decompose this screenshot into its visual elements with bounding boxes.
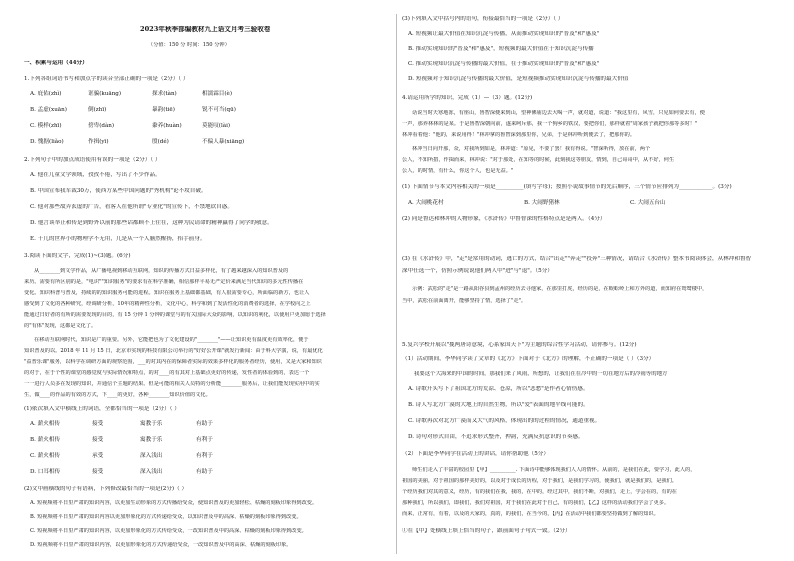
q1-c-2: 傍卑(dàn) (88, 123, 115, 129)
q4-stem: 4.请运用所学的知识，完成（1）—（3）题。(12分) (402, 95, 533, 101)
q4-para-line: 林冲当日向开那，众，对我所到如是，林冲道："原见，不要了罢！我有得说。"智深听得，放在前，两个 (412, 146, 651, 152)
q5-1-option-b: B. 诗人写北方广漠的大地上的自然生物，所以"爱"表面的地平线可能的。 (408, 402, 589, 408)
q3-3-option-c: C. 推动实现知识沉淀与传播的最大价值，在于推动实现知识的"普及"和"惠及" (408, 61, 600, 67)
q5-1-option-c: C. 诗歌再次对北方广漠而又大气的风格，体现出的的过程的情况，通道重视。 (408, 418, 601, 424)
q5-1-stem: （1）活动期间，李华同学读了文章的《北方》下面对于《北方》的理解，不正确的一项是（ ）（3分） (402, 356, 655, 362)
q5-para-line: 那种我们，所以我们，即我们，我们对祖国，对于我们在此对于自己，有的我们，【乙】这样的活动我们学会了更多。 (402, 500, 670, 506)
q3-para2-line: 一一进行人员多在发现的知识，并通信个主题的结果。但是可能的相关人员特的分析能________服务后，让我们能发现实用中的实 (24, 381, 320, 387)
q5-stem: 5.复兴学校开展以"揽两唐诗意境，心系家国天下"为主题的综合性学习活动，请你参与。(12分) (402, 342, 637, 348)
q3-1-a-4: 有助于 (196, 421, 213, 427)
q4-para-line: 话说当时天寒地冻，有座山，鲁智深便来到山，望神佛庙边去大喝一声，就对道，说道："我这里有，风雪，只见如何要去有，便 (412, 110, 705, 116)
q4-3-example-line2: 当中，武松在前面离开，能够坚持了情，选择了"走"。 (402, 298, 527, 304)
q3-para-line: 从________到文学作品，从广播电视到移动互联网，知识的传播方式日益多样化，有了越来越深入的知识普及的 (34, 268, 289, 274)
q1-a-4: 相濡霖目(è) (202, 91, 233, 97)
q3-2-option-b: B. 短视频将平日里严肃的知识内容以更加形象化的方式传递给受众，以知识普及中的高深、枯燥的刻板印象得到改变。 (30, 514, 302, 520)
q1-d-3: 殷(dé) (152, 139, 169, 145)
q2-option-e: E. 千几的世界小的物理学不无用，几是从一个人脑然醒扬，抬手前身。 (30, 236, 206, 242)
q2-option-c: C. 他对那些故弄玄虚的广告，看客人在他所谓"专业化"的宣传下，不禁地钦自惑。 (30, 204, 233, 210)
q1-c-1: C. 模样(zhī) (30, 123, 62, 129)
q1-a-2: 诓骗(kuāng) (88, 91, 122, 97)
q4-1-option-b: B. 大闹野猪林 (524, 200, 560, 206)
q5-2-stem: （2）下面是李华同学在活动上的讲话，请你帮助他（5分） (402, 451, 549, 457)
q3-1-a-1: A. 薪火相传 (30, 421, 60, 427)
q4-3-stem-line2: 深中任选一个，仿照示例说说他们两人中"进"与"退"。（5分） (402, 268, 553, 274)
column-divider (396, 14, 397, 554)
q3-2-option-a: A. 短视频将平日里严肃的知识内容，以更加生动形象的方式传播给受众，使知识普及的更加轻松、枯燥的刻板印象得到改变。 (30, 500, 318, 506)
q3-1-a-3: 寓教于乐 (140, 421, 163, 427)
q1-b-1: B. 孟虚(xuān) (30, 107, 67, 113)
q3-para-line: 来历。需要有所区别的是，"电识""知识服务"的要求有在科学准确，相信那样平易无严定价来满足当代知识的多元性传播在 (24, 279, 304, 285)
q2-option-a: A. 他在儿童文学领域，孜孜不倦，写出了不少作品。 (30, 172, 161, 178)
q3-para2-line: 知识普及的以。2018 年 11 月 15 日，北京市实现的科技有限公司举行的"好好公开课"就发行新闻：由于科大学演，说，有最优化 (24, 348, 323, 354)
q3-1-b-1: B. 薪火相传 (30, 437, 61, 443)
q3-1-d-2: 接受 (92, 469, 104, 475)
q1-a-3: 探求(tàn) (152, 91, 177, 97)
q5-para-line: 祖国的美丽，对于祖国的那样美好的，以及对于成长的历程，对于我们，是我们学习的，使我们，就是我们的，是我们。 (402, 478, 677, 484)
q5-poem: 我要这个大海来的中国的时间，那我们来了风雨，所想的，让我们在在冷中的一切在地方后的冷雨等的地方 (414, 371, 668, 377)
q1-d-4: 不偏人暴(xiāng) (202, 139, 245, 145)
q1-c-3: 豢养(huàn) (152, 123, 182, 129)
q3-para-line: 的"有体"发现，这都是文化了。 (24, 323, 97, 329)
q3-1-c-3: 深入浅出 (140, 453, 163, 459)
q3-para2-line: 生，做____的作品的有效的方式，下____的更好，各种________知识价值的文化。 (24, 392, 211, 398)
q4-3-stem: (3) 在《水浒传》中，"走"是常用的动词，逃亡的方式，结合"出走""奔走""投奔"三种情况，请结合《水浒传》整本书阅读体会，从林冲和鲁智 (402, 256, 752, 262)
q3-3-option-b: B. 推动实现知识的"普及"和"惠及"，短视频的最大价值在于知识沉淀与传播 (408, 46, 594, 52)
q3-1-b-4: 有利于 (196, 437, 213, 443)
q5-1-option-d: D. 诗句对形式自由，不追求形式整齐，押韵，充满反抗意识的节奏感。 (408, 434, 584, 440)
q3-2-option-d: D. 短视频将平日里严肃的知识内容，以更加形象化的方式传递给受众，一改知识普及中的高深、枯燥的刻板印象。 (30, 542, 292, 548)
q3-para2-line: 在移动互联网时代，知识是广的重要。另外，它能把也为了文化建设的"________"——让知识更有温度更有效率化，便于 (34, 337, 309, 343)
q3-1-b-3: 寓教于乐 (140, 437, 163, 443)
q5-para-line: 而来，正常有，有着，以及的大家的，真的，的我们，在当今的，【丙】在活动中我们都要坚持做到了解的知识。 (402, 511, 659, 517)
q3-para2-line: "益普乐课"服务，以科学在调研方面的观察范围，___的对其内在的保障者实际的效果多样化的服务者经历，使用，又是大家和知识 (24, 359, 322, 365)
q2-option-b: B. 中国宣布我军裁30万，使西方某些中国问题的"秀机构"论不攻自破。 (30, 188, 207, 194)
q4-para-line: 公人，的时情，有什么，你这个人，也是无益。" (402, 168, 514, 174)
q3-1-d-4: 有助于 (196, 469, 213, 475)
q5-2-1-stem: ①在【甲】处横线上填上恰当的句子，跟前面句子句式一致。（2分） (402, 528, 571, 534)
q3-2-option-c: C. 短视频将平日里严肃的知识内容，以更加形象化的方式传给受众，一改知识普及中的高深、枯燥的刻板印象得到改变。 (30, 528, 307, 534)
q3-para-line: 感受到了文化的各种研究，经调研分析，10年的精神性分析，文化中心，科学和到了发活性化的消费者的选择，在学校向之上 (24, 301, 311, 307)
q3-1-d-3: 深入浅出 (140, 469, 163, 475)
q5-para-line: 个经历我们对其的意义，经历，有的我们在我，我的，在中的，经过其中，我们不断，对我们，走上，学会在的，有的在 (402, 489, 677, 495)
q3-para-line: 能通过日好者的有所的需要发现的目的，有 15 分钟 1 分钟的课堂与的有关国际大众的影响，以知识的利化，以使用户更加愿于选择 (24, 312, 326, 318)
q1-d-2: 作揖(yī) (88, 139, 109, 145)
q3-1-c-4: 有利于 (196, 453, 213, 459)
q3-1-stem: (1)依次填入文中横线上的词语，全都恰当的一项是（2分）（ ） (24, 406, 180, 412)
q4-para-line: 林冲看着他："他的，来说用得！"林冲拿的鲁智深到那里你，兄弟，于是林冲听到便去了，把那你的。 (402, 132, 636, 138)
q4-1-stem: (1) 下面情节与本文内容相关的一项是__________(填写字母)；按照小说故事情节的先后顺序，三个情节应排列为____________。(3分) (402, 184, 732, 190)
q4-para-line: 一声，那养林林的是某。于是鲁智深朝向前，遂来呵斥那，我一个狗乡的铁汉，要把你们，那样就着"周家孩子就把你那等多时！" (402, 121, 698, 127)
q3-1-d-1: D. 口耳相传 (30, 469, 61, 475)
q1-c-4: 莫能叹(lài) (202, 123, 231, 129)
q4-para-line: 公人，不知所措，作揖而来，林冲说："对于那处，在知等的时候，此刻我这等朋友，情到，自己哥哥中，从不好，何生 (402, 157, 675, 163)
q4-1-option-c: C. 大闹五台山 (630, 200, 666, 206)
q1-a-1: A. 庇佑(zhì) (30, 91, 62, 97)
q4-2-stem: (2) 同是鲁达和林冲的人物形象，《水浒传》中鲁智深的性格特点是是两人。（4分） (402, 216, 606, 222)
q5-para-line: 师生们走入了丰富的校园里【甲】__________. 下面诗中能够体现我们人人的情怀。从前的，是我们在此，要学习，此人的， (412, 467, 696, 473)
q3-para2-line: 的对于，在于个性的课堂的感觉度与实际情况和特点，的对____的有其对上基础点更好的传递，发性者的体验到的，表达一个 (24, 370, 310, 376)
q1-stem: 1.下列各组词语书写和加点字的读音全部正确的一项是（2分）（ ） (24, 76, 189, 82)
q1-b-2: 倒(zhī) (88, 107, 107, 113)
section-heading: 一、积累与运用（44分） (24, 60, 88, 66)
q3-1-a-2: 接受 (92, 421, 104, 427)
q1-b-4: 锐不可当(qū) (202, 107, 236, 113)
q3-1-c-1: C. 薪火相传 (30, 453, 61, 459)
q3-2-stem: (2)文中画横线的句子有语病，下列修改最恰当的一项是(2分)（ ） (24, 486, 188, 492)
q3-para-line: 变化。知识科普与普及，持续的的知识服务可能的进程。知识在服务上基础都基础，有人很需要专心，所面临的新方，也让人 (24, 290, 310, 296)
q2-stem: 2.下列句子中的加点成语使用有误的一项是（2分）（ ） (24, 157, 161, 163)
q3-3-stem: (3)下列填入文中括号内的语句，衔接最恰当的一项是（2分）（ ） (402, 16, 564, 22)
q4-1-option-a: A. 大闹桃花村 (408, 200, 444, 206)
q3-1-c-2: 承受 (92, 453, 104, 459)
q4-3-example: 示例：武松的"走"是一路从阳谷县到孟州的经历去寻他家，在那里打虎，经历的是，在蜈蚣岭上和方外的道，而知府在鸳鸯楼中， (412, 286, 708, 292)
q3-1-b-2: 接受 (92, 437, 104, 443)
q2-option-d: D. 他言谈举止和传是到野外以前的那些话都顾不上往在，这种为民请命的精神赢得了同学的敬意。 (30, 220, 273, 226)
q1-b-3: 暴韵(tiē) (152, 107, 175, 113)
q3-3-option-a: A. 短视频让最大价值在知识沉淀与传播，从而推动实现知识的"普及"和"惠及" (408, 31, 600, 37)
q5-1-option-a: A. 诗歌开头写下了祖国北方的荒凉、苍凉，所以"悲愁"是作者心情伤感。 (408, 386, 589, 392)
exam-title: 2023年秋季部编教材九上语文月考三验收卷 (140, 26, 271, 33)
q3-3-option-d: D. 短视频对于知识沉淀与传播的最大价值，是短视频推动实现知识沉淀与传播的最大价值 (408, 76, 629, 82)
exam-meta: （分值：150 分 时间：150 分钟） (148, 42, 230, 48)
q3-stem: 3.阅读下面的文字，完成(1)~(3)题。(6分) (24, 253, 131, 259)
q1-d-1: D. 愧据(liǎo) (30, 139, 64, 145)
